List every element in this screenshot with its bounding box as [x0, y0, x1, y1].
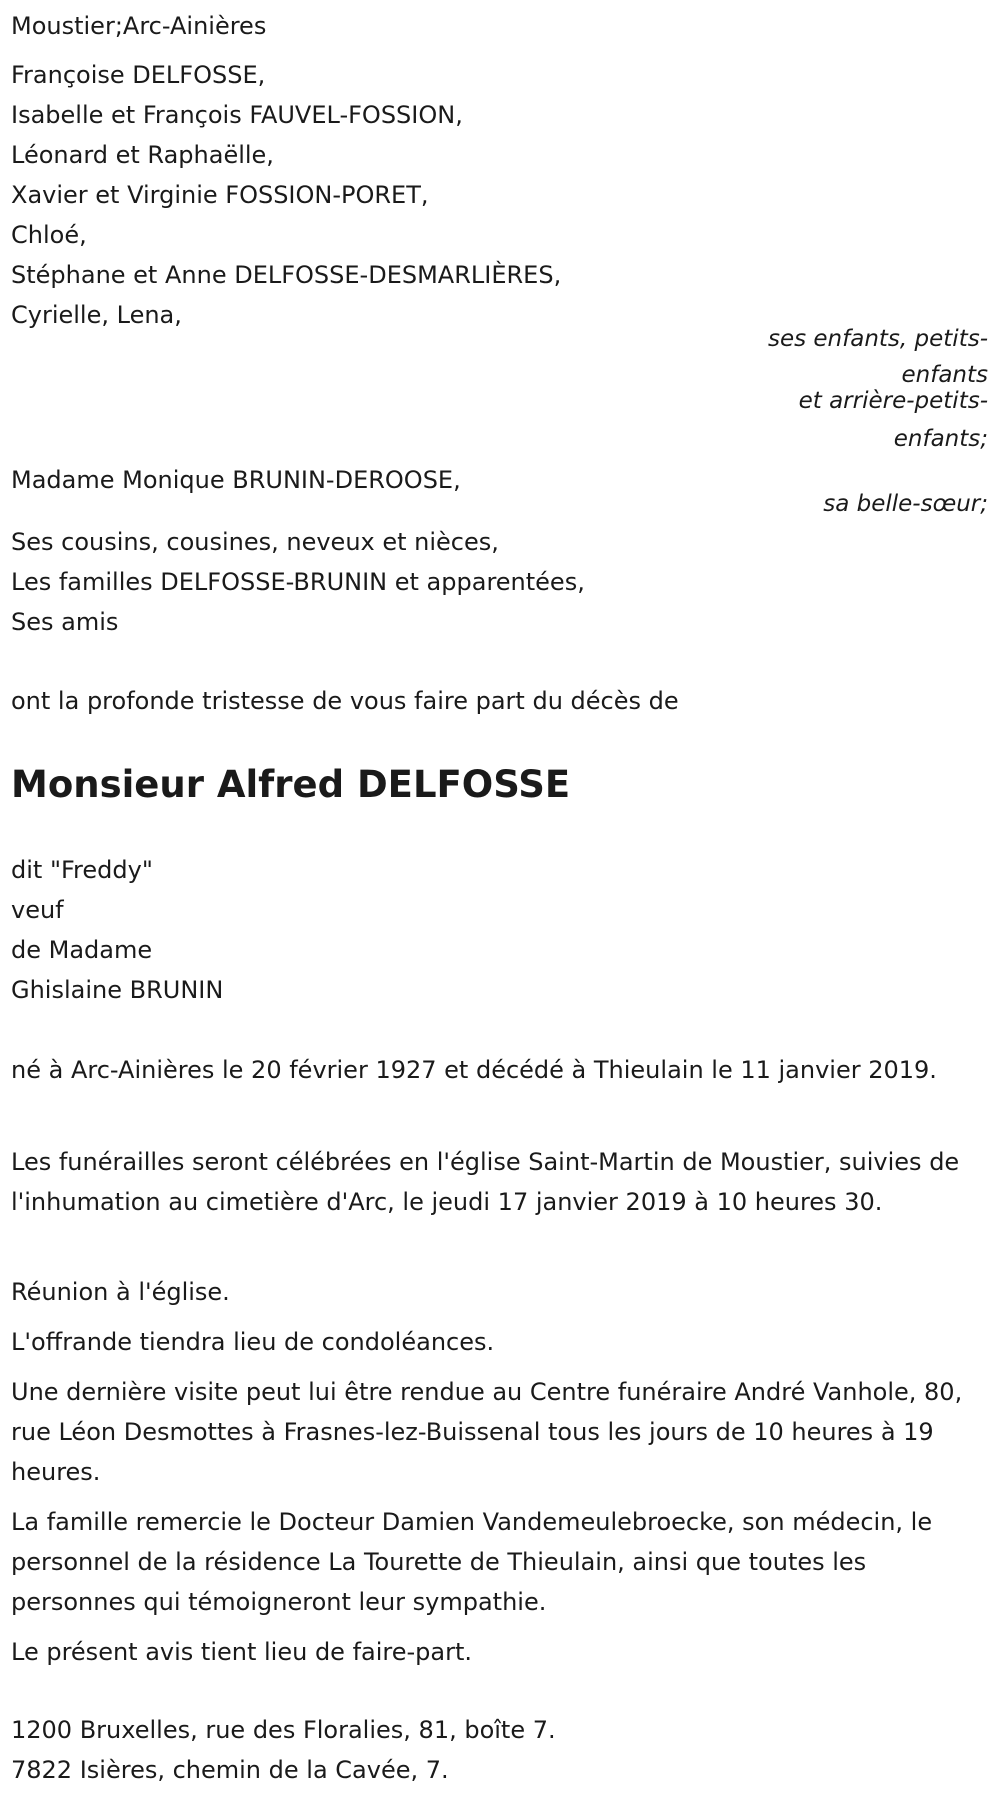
sister-in-law-relation: sa belle-sœur; — [823, 491, 988, 517]
family-line: Françoise DELFOSSE, — [11, 61, 266, 89]
address-line: 1200 Bruxelles, rue des Floralies, 81, boîte 7. — [11, 1716, 556, 1744]
relatives-line: Les familles DELFOSSE-BRUNIN et apparentées, — [11, 568, 585, 596]
deceased-detail: Ghislaine BRUNIN — [11, 976, 224, 1004]
family-line: Isabelle et François FAUVEL-FOSSION, — [11, 101, 463, 129]
visit-paragraph: Une dernière visite peut lui être rendue au Centre funéraire André Vanhole, 80, rue Léon Desmottes à Frasnes-lez-Buissenal tous les jours de 10 heures à 19 heures. — [11, 1378, 963, 1486]
family-line: Léonard et Raphaëlle, — [11, 141, 274, 169]
location-header: Moustier;Arc-Ainières — [11, 12, 267, 40]
family-line: Xavier et Virginie FOSSION-PORET, — [11, 181, 429, 209]
family-line: Cyrielle, Lena, — [11, 301, 182, 329]
reunion-paragraph: Réunion à l'église. — [11, 1278, 230, 1306]
relatives-line: Ses cousins, cousines, neveux et nièces, — [11, 528, 499, 556]
relation-line: enfants — [901, 362, 988, 388]
address-line: 7822 Isières, chemin de la Cavée, 7. — [11, 1756, 449, 1784]
deceased-detail: dit "Freddy" — [11, 856, 153, 884]
family-line: Stéphane et Anne DELFOSSE-DESMARLIÈRES, — [11, 261, 562, 289]
deceased-detail: de Madame — [11, 936, 153, 964]
thanks-paragraph: La famille remercie le Docteur Damien Vandemeulebroecke, son médecin, le personnel de la résidence La Tourette de Thieulain, ainsi que toutes les personnes qui témoigneront leur sympathie. — [11, 1508, 933, 1616]
notice-paragraph: Le présent avis tient lieu de faire-part. — [11, 1638, 473, 1666]
relation-line: ses enfants, petits- — [767, 326, 988, 352]
family-line: Chloé, — [11, 221, 87, 249]
relation-line: enfants; — [893, 426, 988, 452]
deceased-name: Monsieur Alfred DELFOSSE — [11, 763, 571, 806]
deceased-detail: veuf — [11, 896, 64, 924]
birth-death-paragraph: né à Arc-Ainières le 20 février 1927 et décédé à Thieulain le 11 janvier 2019. — [11, 1056, 937, 1084]
announcement-text: ont la profonde tristesse de vous faire part du décès de — [11, 687, 679, 715]
relation-line: et arrière-petits- — [798, 388, 988, 414]
relatives-line: Ses amis — [11, 608, 119, 636]
sister-in-law-name: Madame Monique BRUNIN-DEROOSE, — [11, 466, 461, 494]
offering-paragraph: L'offrande tiendra lieu de condoléances. — [11, 1328, 495, 1356]
funeral-paragraph: Les funérailles seront célébrées en l'église Saint-Martin de Moustier, suivies de l'inhumation au cimetière d'Arc, le jeudi 17 janvier 2019 à 10 heures 30. — [11, 1148, 960, 1216]
